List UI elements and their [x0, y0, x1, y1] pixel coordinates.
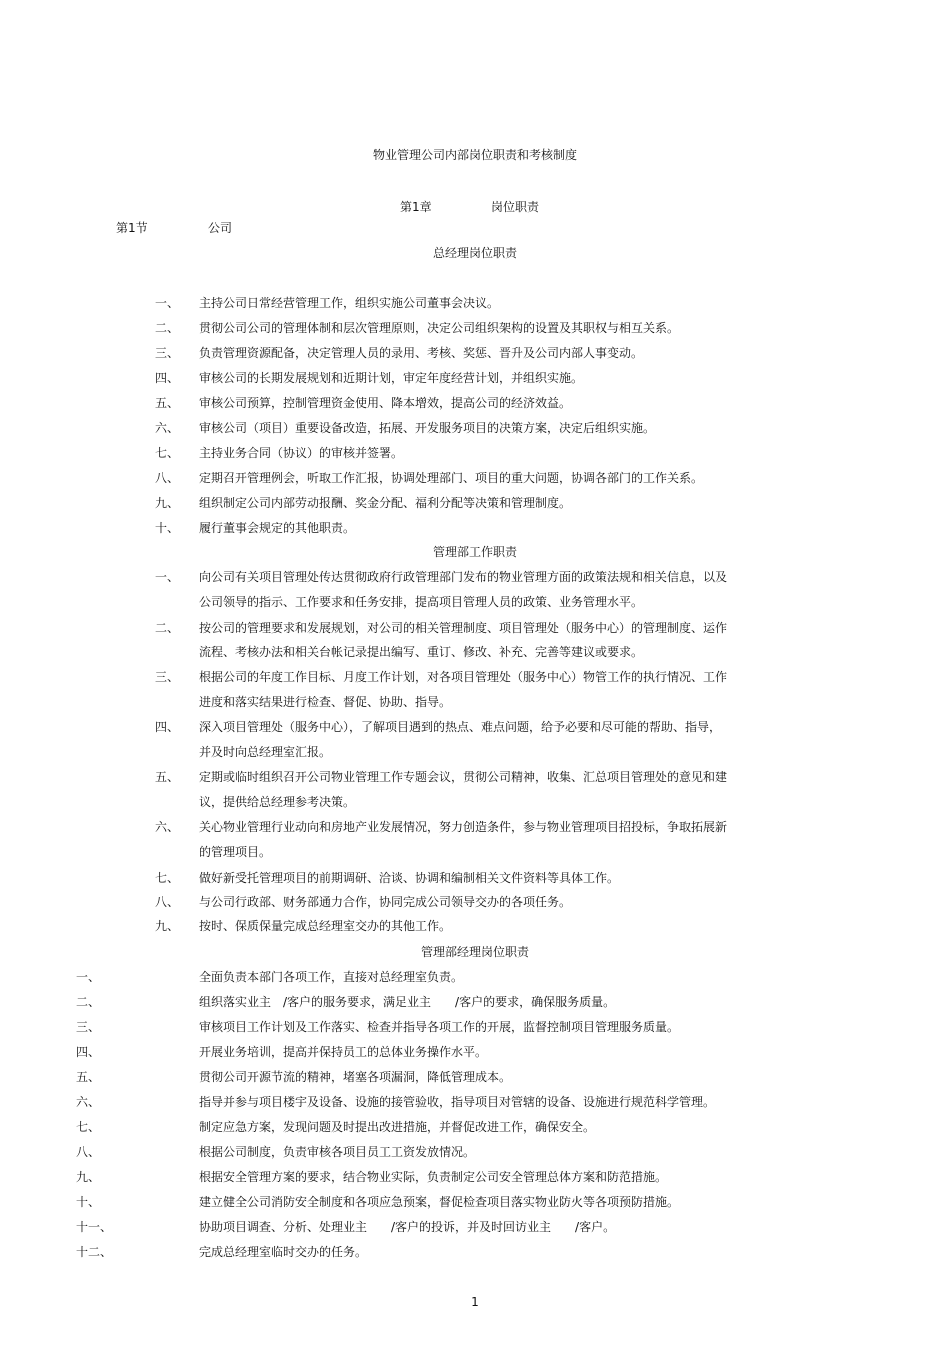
- item-text-line2: 的管理项目。: [199, 845, 272, 859]
- item-text: 根据安全管理方案的要求，结合物业实际，负责制定公司安全管理总体方案和防范措施。: [199, 1170, 668, 1184]
- item-number: 七、: [76, 1120, 101, 1134]
- item-number: 九、: [76, 1170, 101, 1184]
- item-number: 九、: [155, 496, 180, 510]
- item-text-line2: 进度和落实结果进行检查、督促、协助、指导。: [199, 695, 452, 709]
- item-number: 三、: [155, 670, 180, 684]
- chapter-label: 第1章: [400, 200, 432, 214]
- item-text: 履行董事会规定的其他职责。: [199, 521, 356, 535]
- item-text: 审核公司（项目）重要设备改造，拓展、开发服务项目的决策方案，决定后组织实施。: [199, 421, 656, 435]
- item-text: 完成总经理室临时交办的任务。: [199, 1245, 368, 1259]
- page-number: 1: [471, 1295, 479, 1309]
- gm-heading: 总经理岗位职责: [432, 246, 517, 260]
- item-number: 十、: [76, 1195, 101, 1209]
- item-number: 二、: [76, 995, 101, 1009]
- item-text: 指导并参与项目楼宇及设备、设施的接管验收，指导项目对管辖的设备、设施进行规范科学管理。: [199, 1095, 716, 1109]
- item-number: 六、: [155, 820, 180, 834]
- item-text: 贯彻公司公司的管理体制和层次管理原则，决定公司组织架构的设置及其职权与相互关系。: [199, 321, 680, 335]
- item-text: 协助项目调查、分析、处理业主 /客户的投诉，并及时回访业主 /客户。: [199, 1220, 616, 1234]
- item-number: 五、: [155, 396, 180, 410]
- item-number: 八、: [76, 1145, 101, 1159]
- item-number: 二、: [155, 321, 180, 335]
- chapter-title: 岗位职责: [491, 200, 540, 214]
- item-number: 一、: [76, 970, 101, 984]
- item-number: 四、: [155, 720, 180, 734]
- section-label: 第1节: [116, 221, 148, 235]
- item-number: 五、: [76, 1070, 101, 1084]
- item-number: 四、: [155, 371, 180, 385]
- item-number: 七、: [155, 446, 180, 460]
- item-number: 十二、: [76, 1245, 113, 1259]
- item-number: 四、: [76, 1045, 101, 1059]
- item-number: 三、: [76, 1020, 101, 1034]
- item-text-line1: 按时、保质保量完成总经理室交办的其他工作。: [199, 919, 452, 933]
- item-number: 一、: [155, 570, 180, 584]
- item-text: 主持业务合同（协议）的审核并签署。: [199, 446, 404, 460]
- item-text: 建立健全公司消防安全制度和各项应急预案，督促检查项目落实物业防火等各项预防措施。: [199, 1195, 680, 1209]
- item-text-line2: 公司领导的指示、工作要求和任务安排，提高项目管理人员的政策、业务管理水平。: [199, 595, 644, 609]
- item-number: 五、: [155, 770, 180, 784]
- item-text-line2: 流程、考核办法和相关台帐记录提出编写、重订、修改、补充、完善等建议或要求。: [199, 645, 644, 659]
- item-text-line2: 并及时向总经理室汇报。: [199, 745, 332, 759]
- item-text: 根据公司制度，负责审核各项目员工工资发放情况。: [199, 1145, 476, 1159]
- item-text-line1: 做好新受托管理项目的前期调研、洽谈、协调和编制相关文件资料等具体工作。: [199, 871, 620, 885]
- item-number: 七、: [155, 871, 180, 885]
- item-text-line1: 根据公司的年度工作目标、月度工作计划，对各项目管理处（服务中心）物管工作的执行情况、工作: [199, 670, 728, 684]
- item-text: 定期召开管理例会，听取工作汇报，协调处理部门、项目的重大问题，协调各部门的工作关系。: [199, 471, 704, 485]
- item-number: 八、: [155, 895, 180, 909]
- item-text-line1: 按公司的管理要求和发展规划，对公司的相关管理制度、项目管理处（服务中心）的管理制度、运作: [199, 621, 728, 635]
- item-text: 主持公司日常经营管理工作，组织实施公司董事会决议。: [199, 296, 500, 310]
- item-number: 六、: [155, 421, 180, 435]
- doc-title: 物业管理公司内部岗位职责和考核制度: [372, 148, 577, 162]
- item-text: 开展业务培训，提高并保持员工的总体业务操作水平。: [199, 1045, 488, 1059]
- item-number: 十一、: [76, 1220, 113, 1234]
- item-text-line2: 议，提供给总经理参考决策。: [199, 795, 356, 809]
- item-text-line1: 关心物业管理行业动向和房地产业发展情况，努力创造条件，参与物业管理项目招投标，争取拓展新: [199, 820, 728, 834]
- item-text: 审核项目工作计划及工作落实、检查并指导各项工作的开展，监督控制项目管理服务质量。: [199, 1020, 680, 1034]
- item-text-line1: 向公司有关项目管理处传达贯彻政府行政管理部门发布的物业管理方面的政策法规和相关信息，以及: [199, 570, 728, 584]
- dept-heading: 管理部工作职责: [432, 545, 517, 559]
- item-text: 贯彻公司开源节流的精神，堵塞各项漏洞，降低管理成本。: [199, 1070, 512, 1084]
- item-text-line1: 定期或临时组织召开公司物业管理工作专题会议，贯彻公司精神，收集、汇总项目管理处的意见和建: [199, 770, 728, 784]
- item-number: 十、: [155, 521, 180, 535]
- section-title: 公司: [208, 221, 233, 235]
- item-number: 八、: [155, 471, 180, 485]
- item-text: 负责管理资源配备，决定管理人员的录用、考核、奖惩、晋升及公司内部人事变动。: [199, 346, 644, 360]
- item-text: 组织落实业主 /客户的服务要求，满足业主 /客户的要求，确保服务质量。: [199, 995, 616, 1009]
- item-text: 审核公司预算，控制管理资金使用、降本增效，提高公司的经济效益。: [199, 396, 572, 410]
- item-text-line1: 与公司行政部、财务部通力合作，协同完成公司领导交办的各项任务。: [199, 895, 572, 909]
- item-number: 一、: [155, 296, 180, 310]
- item-number: 九、: [155, 919, 180, 933]
- item-number: 三、: [155, 346, 180, 360]
- item-text: 审核公司的长期发展规划和近期计划，审定年度经营计划，并组织实施。: [199, 371, 584, 385]
- item-text-line1: 深入项目管理处（服务中心），了解项目遇到的热点、难点问题，给予必要和尽可能的帮助、指导，: [199, 720, 722, 734]
- item-number: 六、: [76, 1095, 101, 1109]
- item-text: 制定应急方案，发现问题及时提出改进措施，并督促改进工作，确保安全。: [199, 1120, 596, 1134]
- item-number: 二、: [155, 621, 180, 635]
- item-text: 全面负责本部门各项工作，直接对总经理室负责。: [199, 970, 464, 984]
- mgr-heading: 管理部经理岗位职责: [420, 945, 529, 959]
- item-text: 组织制定公司内部劳动报酬、奖金分配、福利分配等决策和管理制度。: [199, 496, 572, 510]
